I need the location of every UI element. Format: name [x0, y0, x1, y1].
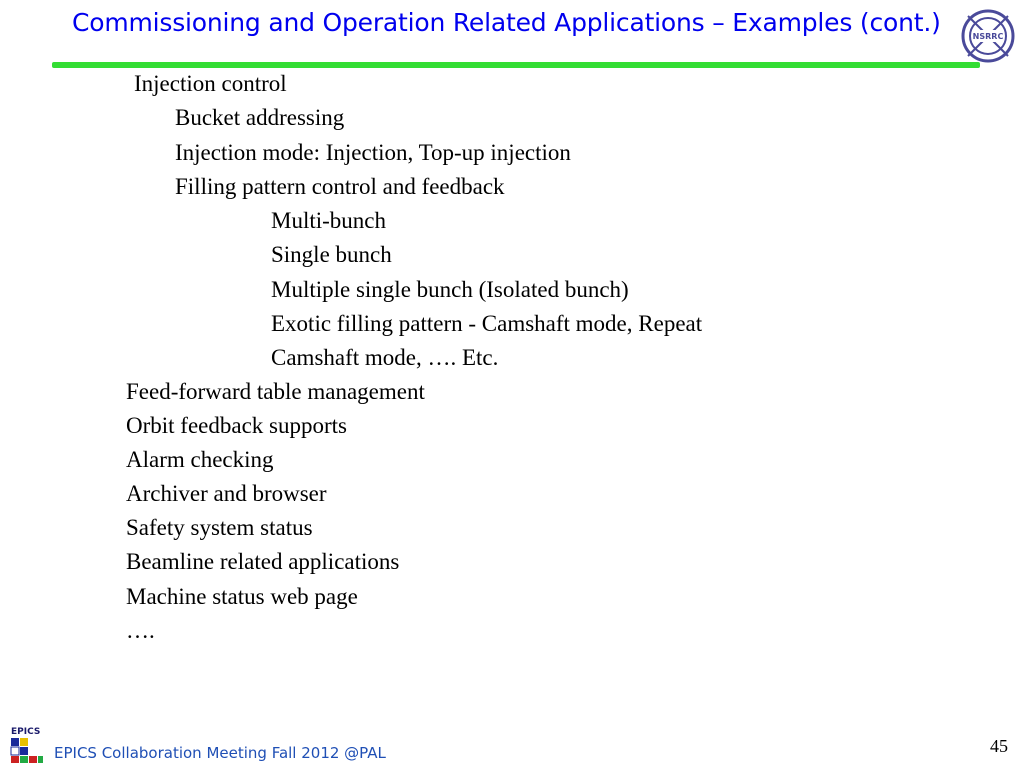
list-item: …. — [126, 618, 155, 643]
list-item: Feed-forward table management — [126, 379, 425, 404]
footer-text: EPICS Collaboration Meeting Fall 2012 @PAL — [54, 744, 386, 762]
list-item: Camshaft mode, …. Etc. — [271, 345, 499, 370]
list-item: Filling pattern control and feedback — [175, 174, 505, 199]
list-item: Multi-bunch — [271, 208, 386, 233]
list-item: Injection mode: Injection, Top-up injection — [175, 140, 571, 165]
list-item: Beamline related applications — [126, 549, 400, 574]
list-item: Bucket addressing — [175, 105, 345, 130]
list-item: Multiple single bunch (Isolated bunch) — [271, 277, 629, 302]
epics-logo-text: EPICS — [11, 727, 41, 737]
list-item: Machine status web page — [126, 584, 358, 609]
page-number: 45 — [990, 736, 1008, 756]
list-item: Orbit feedback supports — [126, 413, 347, 438]
list-item: Archiver and browser — [126, 481, 327, 506]
list-item: Single bunch — [271, 242, 392, 267]
list-item: Safety system status — [126, 515, 313, 540]
logo-text: NSRRC — [972, 32, 1004, 41]
title-divider — [52, 62, 980, 68]
list-item: Alarm checking — [126, 447, 274, 472]
nsrrc-logo-icon — [960, 8, 1016, 64]
slide-title: Commissioning and Operation Related Applications – Examples (cont.) — [72, 8, 941, 37]
list-item: Exotic filling pattern - Camshaft mode, Repeat — [271, 311, 703, 336]
epics-logo-icon — [10, 724, 44, 764]
list-item: Injection control — [134, 71, 287, 96]
